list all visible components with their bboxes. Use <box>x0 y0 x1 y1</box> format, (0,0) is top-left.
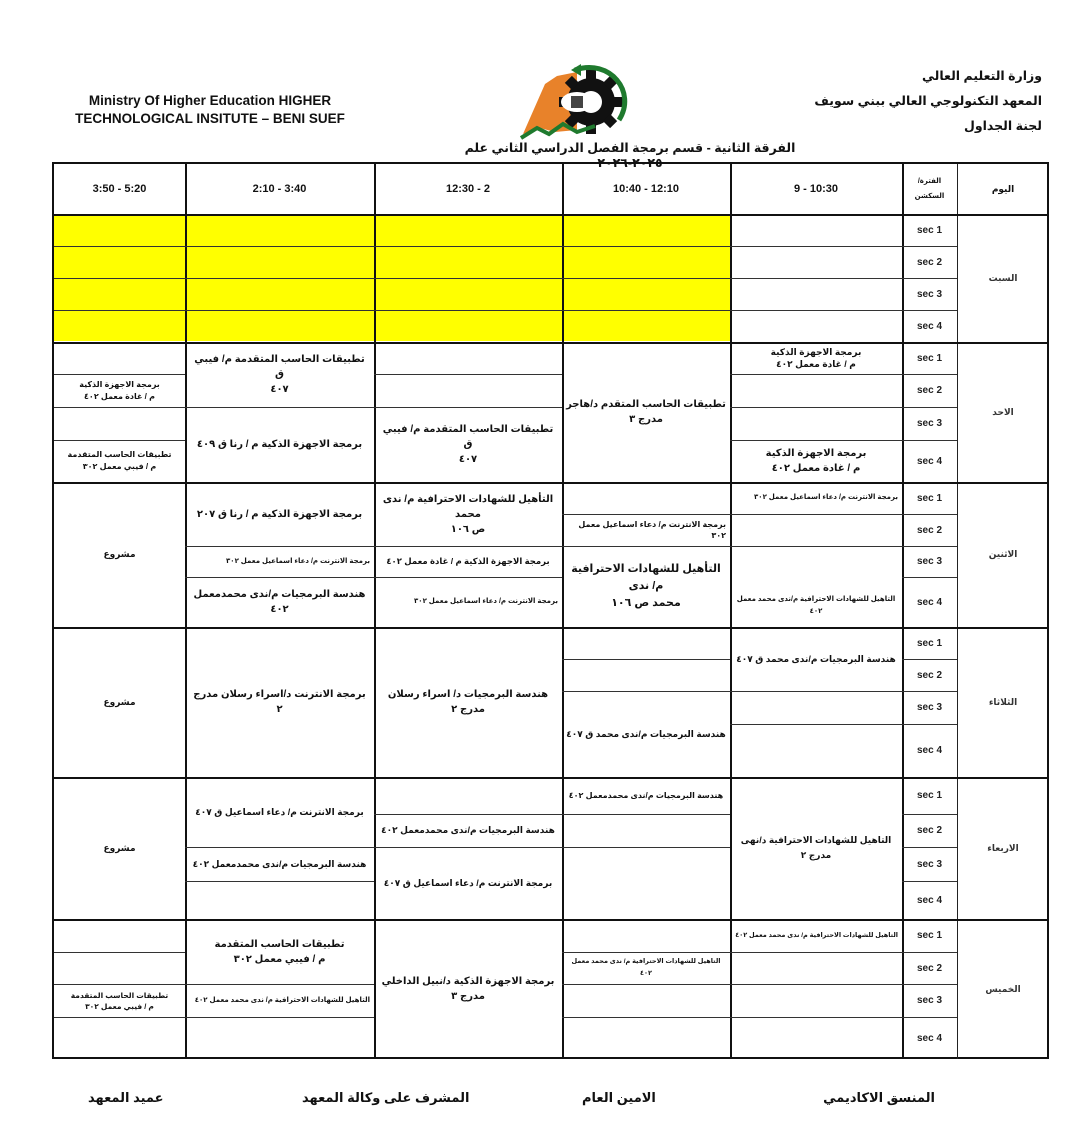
slot-header-1: 9 - 10:30 <box>793 182 839 195</box>
section-label: sec 3 <box>916 995 943 1006</box>
signature-academic-coordinator: المنسق الاكاديمي <box>823 1090 935 1105</box>
section-label: sec 1 <box>916 637 943 649</box>
section-label: sec 2 <box>916 385 943 396</box>
arabic-header <box>782 64 1042 139</box>
class-cell: هندسة البرمجيات م/ندى محمد ق ٤٠٧ <box>736 653 896 664</box>
section-label: sec 2 <box>916 256 943 268</box>
class-cell-project: مشروع <box>103 842 136 853</box>
section-label: sec 3 <box>916 288 943 300</box>
row-divider <box>54 214 1049 216</box>
section-label: sec 3 <box>916 702 943 713</box>
row-divider <box>562 984 730 985</box>
class-cell: التأهيل للشهادات الاحترافية م/ ندى محمد ص ١٠٦ <box>571 563 721 609</box>
class-cell: برمجة الانترنت د/اسراء رسلان مدرج ٢ <box>193 689 366 715</box>
class-cell: برمجة الانترنت م/ دعاء اسماعيل ق ٤٠٧ <box>383 877 553 888</box>
class-cell: هندسة البرمجيات م/ندى محمدمعمل ٤٠٢ <box>193 589 366 615</box>
class-cell: هندسة البرمجيات م/ندى محمدمعمل ٤٠٢ <box>381 825 555 835</box>
class-cell: برمجة الانترنت م/ دعاء اسماعيل ق ٤٠٧ <box>195 806 364 817</box>
class-cell: برمجة الاجهزة الذكية م / غادة معمل ٤٠٢ <box>770 347 862 369</box>
row-divider <box>185 881 374 882</box>
section-label: sec 1 <box>916 790 943 801</box>
arabic-header-line1: وزارة التعليم العالي <box>922 69 1042 83</box>
section-label: sec 4 <box>916 894 943 906</box>
section-label: sec 1 <box>916 930 943 941</box>
class-cell-project: مشروع <box>103 549 136 559</box>
row-divider <box>374 374 562 375</box>
row-divider <box>562 659 730 660</box>
section-label: sec 3 <box>916 858 943 870</box>
class-cell: برمجة الانترنت م/ دعاء اسماعيل معمل ٣٠٢ <box>578 520 726 540</box>
day-thursday: الخميس <box>985 983 1021 994</box>
period-section-header: الفترة/ السكشن <box>914 178 945 200</box>
day-header: اليوم <box>991 183 1015 194</box>
section-label: sec 2 <box>916 669 943 681</box>
class-cell: برمجة الاجهزة الذكية م / غادة معمل ٤٠٢ <box>79 379 160 401</box>
row-divider <box>730 514 902 515</box>
slot-header-5: 3:50 - 5:20 <box>92 182 147 195</box>
day-sunday: الاحد <box>992 406 1014 417</box>
day-wednesday: الاربعاء <box>987 842 1019 853</box>
english-header <box>40 92 380 128</box>
row-divider <box>730 724 902 725</box>
class-cell: التاهيل للشهادات الاحترافية د/نهى مدرج ٢ <box>740 835 892 860</box>
slot-header-4: 2:10 - 3:40 <box>252 182 307 195</box>
class-cell: هندسة البرمجيات م/ندى محمدمعمل ٤٠٢ <box>192 858 367 869</box>
section-label: sec 4 <box>916 1032 943 1044</box>
section-label: sec 2 <box>916 962 943 974</box>
class-cell: تطبيقات الحاسب المتقدمة م / فيبي معمل ٣٠٢ <box>70 990 169 1011</box>
row-divider <box>54 952 185 953</box>
section-label: sec 4 <box>916 455 943 467</box>
timetable <box>52 162 1049 1059</box>
signature-dean: عميد المعهد <box>88 1090 164 1105</box>
section-label: sec 1 <box>916 492 943 504</box>
section-label: sec 3 <box>916 418 943 429</box>
class-cell: هندسة البرمجيات د/ اسراء رسلان مدرج ٢ <box>387 689 549 715</box>
section-label: sec 4 <box>916 596 943 608</box>
class-cell: تطبيقات الحاسب المتقدمة م / فيبي معمل ٣٠٢ <box>214 938 345 965</box>
section-label: sec 1 <box>916 352 943 364</box>
arabic-header-line2: المعهد التكنولوجي العالي ببني سويف <box>814 94 1042 108</box>
row-divider <box>54 1017 185 1018</box>
section-label: sec 2 <box>916 524 943 536</box>
class-cell: برمجة الانترنت م/ دعاء اسماعيل معمل ٣٠٢ <box>414 598 558 605</box>
row-divider <box>54 278 957 279</box>
signature-secretary-general: الامين العام <box>582 1090 656 1105</box>
row-divider <box>730 374 902 375</box>
row-divider <box>730 952 902 953</box>
row-divider <box>562 814 730 815</box>
signature-institute-supervisor: المشرف على وكالة المعهد <box>302 1090 470 1105</box>
row-divider <box>562 1017 730 1018</box>
class-cell: هندسة البرمجيات م/ندى محمد ق ٤٠٧ <box>566 728 726 739</box>
section-label: sec 3 <box>916 556 943 567</box>
class-cell: برمجة الاجهزة الذكية م / غادة معمل ٤٠٢ <box>765 448 867 474</box>
english-header-line2: TECHNOLOGICAL INSITUTE – BENI SUEF <box>75 111 345 126</box>
english-header-line1: Ministry Of Higher Education HIGHER <box>88 93 332 108</box>
class-cell-project: مشروع <box>103 696 136 707</box>
row-divider <box>54 246 957 247</box>
class-cell: تطبيقات الحاسب المتقدمة م / فيبي معمل ٣٠٢ <box>67 450 172 471</box>
schedule-subtitle: الفرقة الثانية - قسم برمجة الفصل الدراسي الثاني علم ٢٠٢٥-٢٠٢٦ <box>464 141 796 170</box>
logo-gear-mountain-icon <box>515 62 635 140</box>
row-divider <box>562 847 730 848</box>
class-cell: برمجة الانترنت م/ دعاء اسماعيل معمل ٣٠٢ <box>226 557 370 565</box>
row-divider <box>730 1017 902 1018</box>
row-divider <box>730 691 902 692</box>
row-divider <box>54 407 185 408</box>
row-divider <box>54 310 957 311</box>
class-cell: التأهيل للشهادات الاحترافية م/ ندى محمد ص ١٠٦ <box>382 493 554 535</box>
class-cell: التاهيل للشهادات الاحترافية م/ ندى محمد معمل ٤٠٢ <box>735 931 898 939</box>
class-cell: التاهيل للشهادات الاحترافية م/ ندى محمد معمل ٤٠٢ <box>571 958 721 977</box>
class-cell: تطبيقات الحاسب المتقدمة م/ فيبي ق ٤٠٧ <box>194 354 365 395</box>
row-divider <box>730 407 902 408</box>
section-label: sec 4 <box>916 320 943 332</box>
day-saturday: السبت <box>988 272 1018 283</box>
class-cell: تطبيقات الحاسب المتقدمة م/ فيبي ق ٤٠٧ <box>382 424 554 465</box>
section-label: sec 1 <box>916 224 943 236</box>
slot-header-2: 10:40 - 12:10 <box>612 182 680 195</box>
class-cell: برمجة الاجهزة الذكية د/نبيل الداخلي مدرج ٣ <box>381 976 555 1002</box>
day-tuesday: الثلاثاء <box>988 696 1018 707</box>
arabic-header-line3: لجنة الجداول <box>964 119 1042 133</box>
institute-logo <box>515 62 635 140</box>
row-divider <box>730 984 902 985</box>
class-cell: برمجة الاجهزة الذكية م / غادة معمل ٤٠٢ <box>386 556 550 566</box>
class-cell: برمجة الانترنت م/ دعاء اسماعيل معمل ٣٠٢ <box>754 494 898 501</box>
class-cell: برمجة الاجهزة الذكية م / رنا ق ٤٠٩ <box>196 439 363 450</box>
day-monday: الاثنين <box>988 549 1018 559</box>
slot-header-3: 12:30 - 2 <box>445 182 491 195</box>
row-divider <box>185 1017 374 1018</box>
class-cell: هندسة البرمجيات م/ندى محمدمعمل ٤٠٢ <box>568 791 724 800</box>
section-label: sec 4 <box>916 745 943 756</box>
class-cell: تطبيقات الحاسب المتقدم د/هاجر مدرج ٣ <box>566 399 726 425</box>
section-label: sec 2 <box>916 825 943 836</box>
class-cell: التاهيل للشهادات الاحترافية م/ندى محمد معمل ٤٠٢ <box>736 595 896 615</box>
class-cell: التاهيل للشهادات الاحترافية م/ ندى محمد معمل ٤٠٢ <box>194 996 370 1004</box>
class-cell: برمجة الاجهزة الذكية م / رنا ق ٢٠٧ <box>196 508 363 520</box>
